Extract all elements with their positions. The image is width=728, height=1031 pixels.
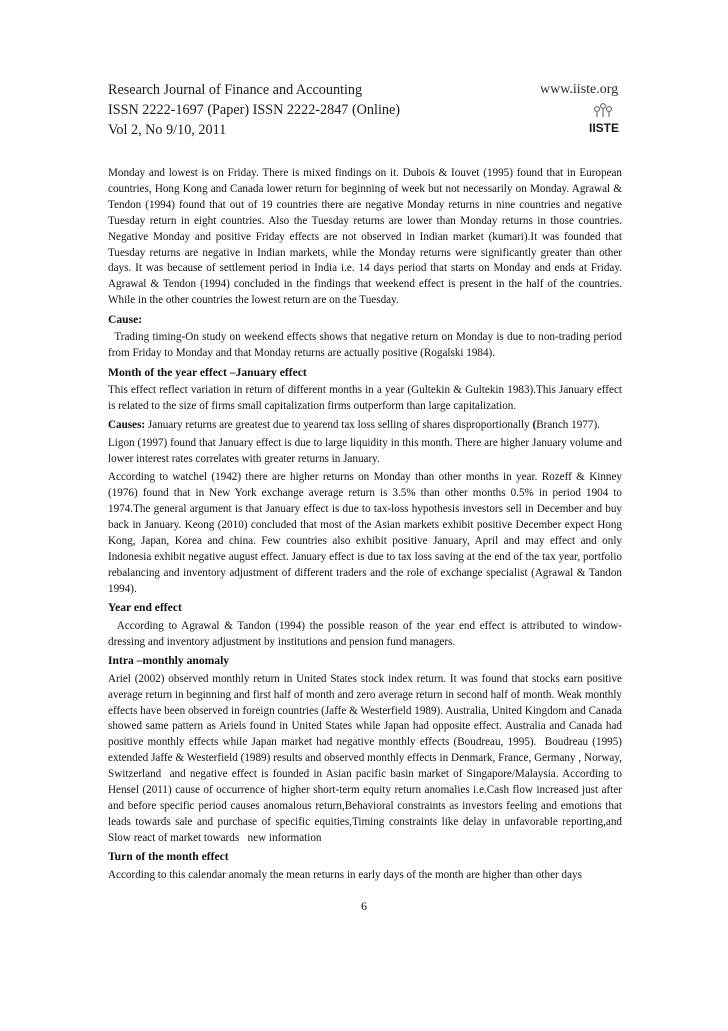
causes-text: January returns are greatest due to yearend tax loss selling of shares disproportionally: [145, 418, 533, 431]
causes-citation: Branch 1977).: [536, 418, 600, 431]
paragraph-cause: Trading timing-On study on weekend effects shows that negative return on Monday is due to non-trading period from Friday to Monday and that Monday returns are actually positive (Rogalski 1984).: [108, 331, 622, 360]
paragraph-weekend-findings: Monday and lowest is on Friday. There is mixed findings on it. Dubois & Iouvet (1995) found that in European countries, Hong Kong and Canada lower return for beginning of week but not necessarily on Monday. Agrawal & Tendon (1994) found that out of 19 countries there are negative Monday returns in nine countries and negative Tuesday return in eight countries. Also the Tuesday returns are lower than Monday returns in those countries. Negative Monday and positive Friday effects are not observed in Indian market (kumari).It was founded that Tuesday returns are negative in Indian markets, while the Monday returns were significantly greater than other days. It was because of settlement period in India i.e. 14 days period that starts on Monday and ends at Friday. Agrawal & Tendon (1994) concluded in the findings that weekend effect is present in the half of the countries. While in the other countries the lowest return are on the Tuesday.: [108, 167, 622, 307]
journal-website[interactable]: www.iiste.org: [540, 82, 619, 97]
causes-label: Causes:: [108, 418, 146, 431]
paragraph-ligon: Ligon (1997) found that January effect is due to large liquidity in this month. There are higher January volume and lower interest rates correlates with greater returns in January.: [108, 437, 622, 465]
journal-title: Research Journal of Finance and Accounting: [108, 82, 363, 98]
page-number: 6: [361, 899, 367, 913]
heading-turn-of-month-effect: Turn of the month effect: [108, 850, 229, 864]
paragraph-january-effect: This effect reflect variation in return of different months in a year (Gultekin & Gultekin 1983).This January effect is related to the size of firms small capitalization firms outperform than large capitalization.: [108, 384, 622, 413]
heading-intra-monthly-anomaly: Intra –monthly anomaly: [108, 654, 230, 668]
heading-january-effect: Month of the year effect –January effect: [108, 365, 307, 379]
iiste-logo: [586, 102, 622, 138]
paragraph-year-end-effect: According to Agrawal & Tandon (1994) the possible reason of the year end effect is attributed to window-dressing and inventory adjustment by institutions and pension fund managers.: [108, 619, 622, 648]
paragraph-watchel: According to watchel (1942) there are higher returns on Monday than other months in year. Rozeff & Kinney (1976) found that in New York exchange average return is 3.5% than other months 0.5% in period 1904 to 1974.The general argument is that January effect is due to tax-loss hypothesis investors sell in December and buy back in January. Keong (2010) concluded that most of the Asian markets exhibit positive December expect Hong Kong, Japan, Korea and china. Few countries also exhibit positive January, April and may effect and only Indonesia exhibit negative august effect. January effect is due to tax loss saving at the end of the tax year, portfolio rebalancing and inventory adjustment of different traders and the role of exchange specialist (Agrawal & Tandon 1994).: [108, 471, 622, 595]
causes-paren: (: [532, 418, 537, 431]
article-body: [108, 166, 622, 886]
logo-text: IISTE: [588, 121, 620, 135]
heading-cause: Cause:: [108, 312, 143, 326]
paragraph-turn-of-month-effect: According to this calendar anomaly the mean returns in early days of the month are higher than other days: [108, 868, 582, 881]
issn-line: ISSN 2222-1697 (Paper) ISSN 2222-2847 (Online): [108, 102, 401, 118]
volume-line: Vol 2, No 9/10, 2011: [108, 122, 227, 138]
paragraph-intra-monthly-anomaly: Ariel (2002) observed monthly return in United States stock index return. It was found that stocks earn positive average return in beginning and first half of month and zero average return in second half of month. Weak monthly effects have been observed in foreign countries (Jaffe & Westerfield 1989). Australia, United Kingdom and Canada showed same pattern as Ariels found in United States while Japan had opposite effect. Australia and Canada had positive monthly effects while Japan market had negative monthly effects (Boudreau, 1995). Boudreau (1995) extended Jaffe & Westerfield (1989) results and observed monthly effects in Denmark, France, Germany , Norway, Switzerland and negative effect is founded in Asian pacific basin market of Singapore/Malaysia. According to Hensel (2011) cause of occurrence of higher short-term equity return anomalies i.e.Cash flow increased just after and before specific period causes anomalous return,Behavioral constraints as investors feeling and emotions that leads towards sale and purchase of specific equities,Timing constraints like delay in unfavorable reporting,and Slow react of market towards new information: [108, 672, 622, 844]
heading-year-end-effect: Year end effect: [108, 601, 182, 615]
paragraph-causes: [108, 418, 622, 434]
